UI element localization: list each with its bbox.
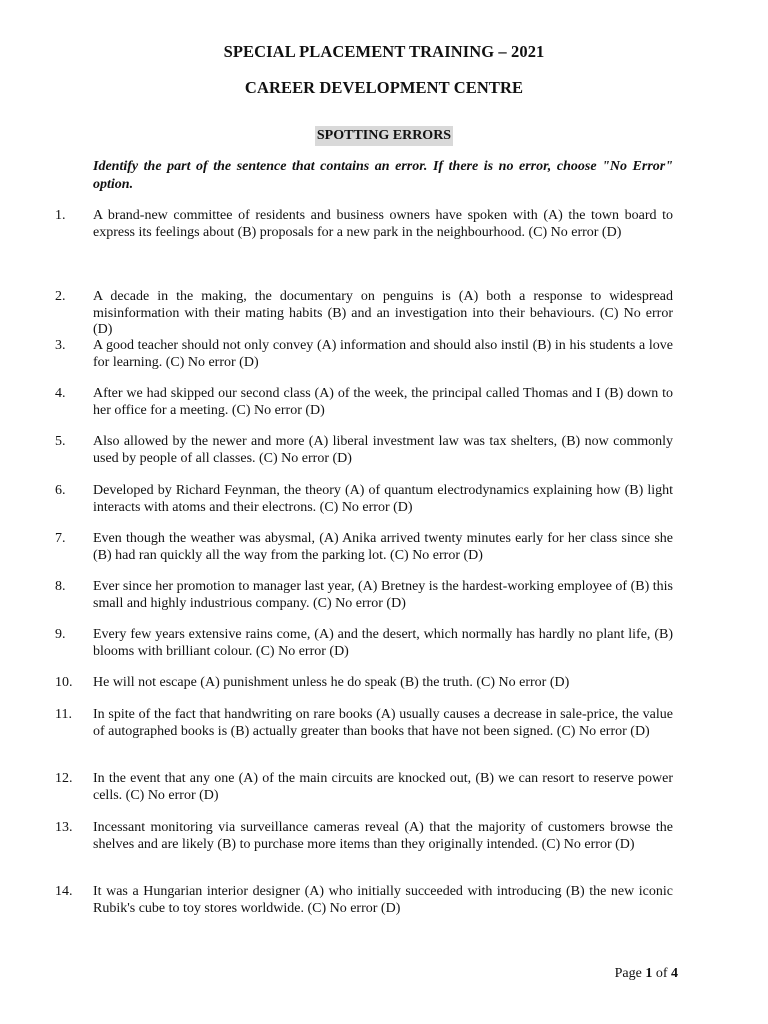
question-number: 8. xyxy=(55,579,66,594)
question-number: 5. xyxy=(55,434,66,449)
question-text: Ever since her promotion to manager last year, (A) Bretney is the hardest-working employee of (B) this small and highly industrious company. (C) No error (D) xyxy=(93,579,673,611)
question-number: 14. xyxy=(55,884,73,899)
question-text: Developed by Richard Feynman, the theory (A) of quantum electrodynamics explaining how (B) light interacts with atoms and their electrons. (C) No error (D) xyxy=(93,483,673,515)
question-text: He will not escape (A) punishment unless he do speak (B) the truth. (C) No error (D) xyxy=(93,675,570,690)
question-text: It was a Hungarian interior designer (A) who initially succeeded with introducing (B) the new iconic Rubik's cube to toy stores worldwide. (C) No error (D) xyxy=(93,884,673,916)
question-number: 12. xyxy=(55,771,73,786)
section-heading: SPOTTING ERRORS xyxy=(315,126,453,146)
question-number: 13. xyxy=(55,820,73,835)
question-text: A good teacher should not only convey (A) information and should also instil (B) in his students a love for learning. (C) No error (D) xyxy=(93,338,673,370)
document-title: SPECIAL PLACEMENT TRAINING – 2021 xyxy=(223,42,545,61)
question-number: 9. xyxy=(55,627,66,642)
question-text: After we had skipped our second class (A) of the week, the principal called Thomas and I (B) down to her office for a meeting. (C) No error (D) xyxy=(93,386,673,418)
page-footer xyxy=(615,966,678,982)
question-text: A brand-new committee of residents and business owners have spoken with (A) the town board to express its feelings about (B) proposals for a new park in the neighbourhood. (C) No error (D) xyxy=(93,208,673,240)
page-current-number: 1 xyxy=(645,966,653,981)
question-number: 6. xyxy=(55,483,66,498)
instructions: Identify the part of the sentence that contains an error. If there is no error, choose "No Error" option. xyxy=(93,159,673,192)
question-number: 1. xyxy=(55,208,66,223)
question-number: 11. xyxy=(55,707,72,722)
document-subtitle: CAREER DEVELOPMENT CENTRE xyxy=(244,78,524,97)
question-text: A decade in the making, the documentary on penguins is (A) both a response to widespread misinformation with their mating habits (B) and an investigation into their behaviours. (C) No error (D) xyxy=(93,289,673,337)
question-text: Incessant monitoring via surveillance cameras reveal (A) that the majority of customers browse the shelves and are likely (B) to purchase more items than they originally intended. (C) No error (D) xyxy=(93,820,673,852)
page-word: Page xyxy=(614,966,642,981)
question-text: In spite of the fact that handwriting on rare books (A) usually causes a decrease in sale-price, the value of autographed books is (B) actually greater than books that have not been signed. (C) No error (D) xyxy=(93,707,673,739)
question-text: Even though the weather was abysmal, (A) Anika arrived twenty minutes early for her class since she (B) had ran quickly all the way from the parking lot. (C) No error (D) xyxy=(93,531,673,563)
of-word: of xyxy=(655,966,668,981)
question-number: 10. xyxy=(55,675,73,690)
question-text: In the event that any one (A) of the main circuits are knocked out, (B) we can resort to reserve power cells. (C) No error (D) xyxy=(93,771,673,803)
question-text: Also allowed by the newer and more (A) liberal investment law was tax shelters, (B) now commonly used by people of all classes. (C) No error (D) xyxy=(93,434,673,466)
question-text: Every few years extensive rains come, (A) and the desert, which normally has hardly no plant life, (B) blooms with brilliant colour. (C) No error (D) xyxy=(93,627,673,659)
question-number: 7. xyxy=(55,531,66,546)
question-number: 4. xyxy=(55,386,66,401)
page-total-number: 4 xyxy=(671,966,678,981)
question-number: 3. xyxy=(55,338,66,353)
question-number: 2. xyxy=(55,289,66,304)
